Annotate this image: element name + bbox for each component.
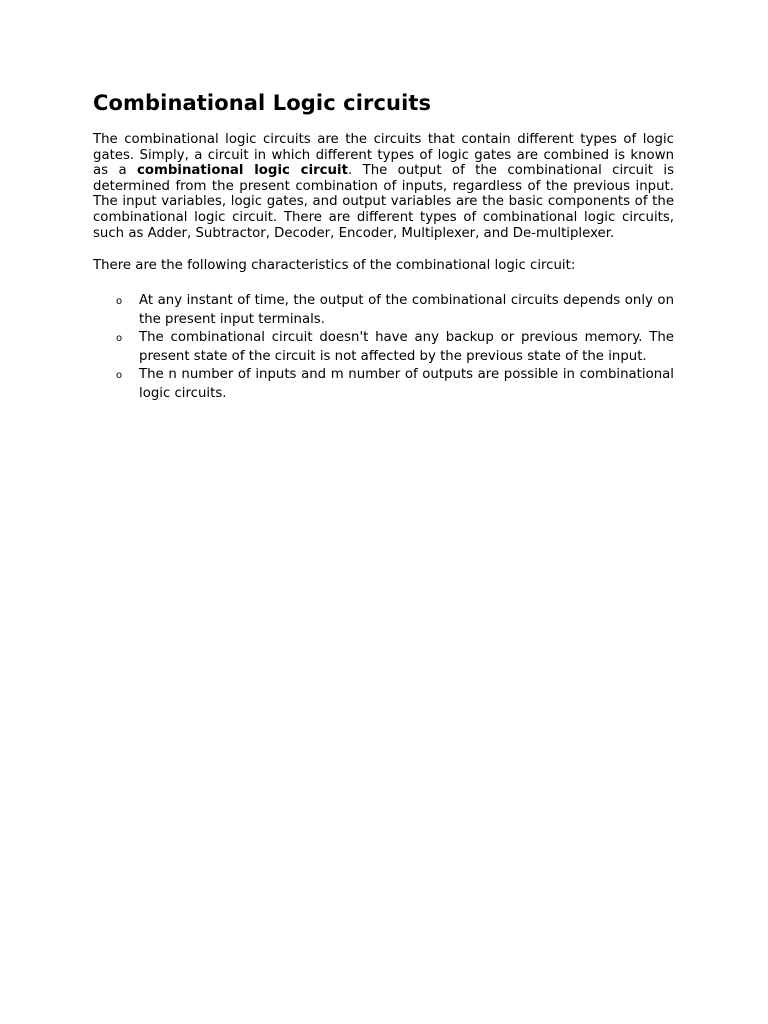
list-item	[93, 366, 674, 403]
page-title: Combinational Logic circuits	[93, 91, 432, 115]
document-page	[93, 88, 674, 403]
bullet-marker: o	[116, 333, 123, 345]
list-item-text: The combinational circuit doesn't have any backup or previous memory. The present state of the circuit is not affected by the previous state of the input.	[139, 330, 674, 364]
characteristics-intro: There are the following characteristics of the combinational logic circuit:	[93, 258, 576, 274]
bullet-marker: o	[116, 296, 123, 308]
paragraph-bold-term: combinational logic circuit	[137, 163, 348, 179]
body-paragraph	[93, 132, 674, 241]
list-item-text: The n number of inputs and m number of outputs are possible in combinational logic circuits.	[139, 367, 674, 401]
list-item	[93, 329, 674, 366]
list-item	[93, 292, 674, 329]
paragraph-text-start: The combinational logic circuits are the circuits that contain different types of logic gates. Simply, a circuit in which different types of logic gates are combined is known as a	[93, 132, 674, 179]
characteristics-list	[93, 292, 674, 403]
bullet-marker: o	[116, 370, 123, 382]
list-item-text: At any instant of time, the output of the combinational circuits depends only on the present input terminals.	[139, 293, 674, 327]
paragraph-text-end: . The output of the combinational circuit is determined from the present combination of inputs, regardless of the previous input. The input variables, logic gates, and output variables are the basic components of the combinational logic circuit. There are different types of combinational logic circuits, such as Adder, Subtractor, Decoder, Encoder, Multiplexer, and De-multiplexer.	[93, 163, 674, 241]
